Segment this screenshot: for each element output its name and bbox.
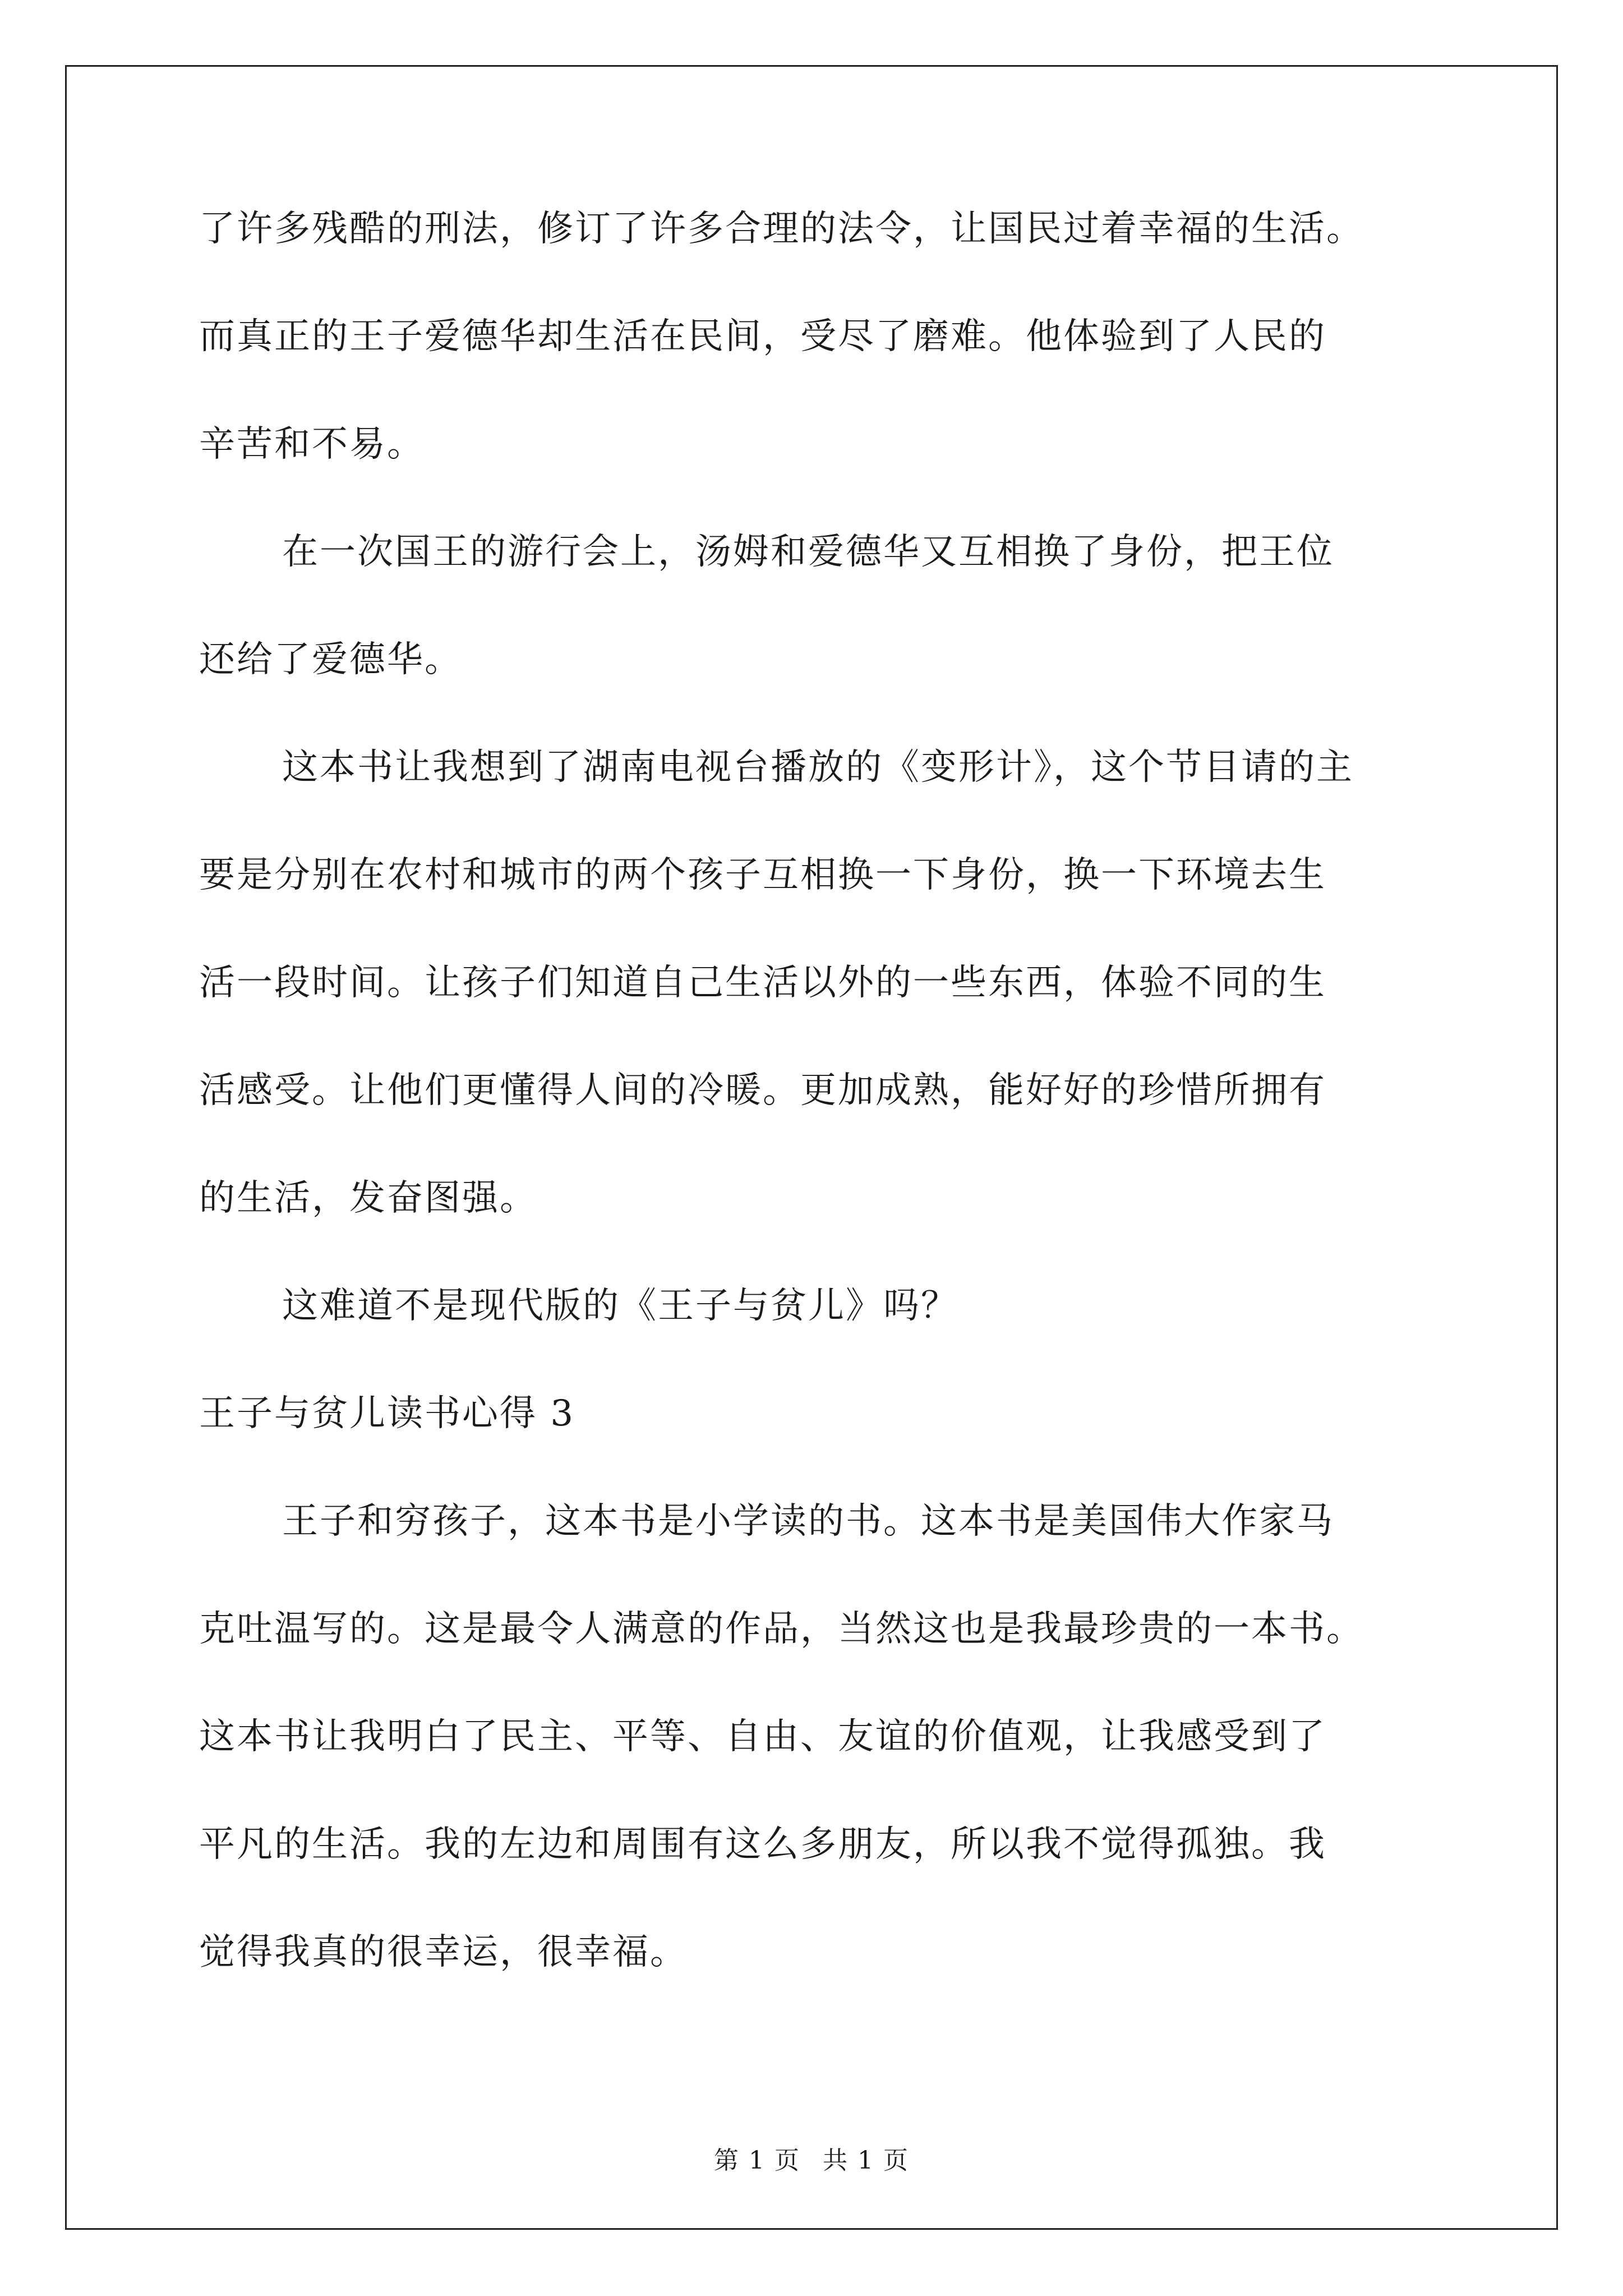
- body-line: 要是分别在农村和城市的两个孩子互相换一下身份，换一下环境去生: [199, 854, 1326, 896]
- page-total: 共 1 页: [823, 2146, 909, 2175]
- body-line: 王子和穷孩子，这本书是小学读的书。这本书是美国伟大作家马: [282, 1501, 1334, 1542]
- body-line: 在一次国王的游行会上，汤姆和爱德华又互相换了身份，把王位: [282, 531, 1334, 573]
- body-line: 这难道不是现代版的《王子与贫儿》吗？: [282, 1285, 958, 1327]
- body-line: 活一段时间。让孩子们知道自己生活以外的一些东西，体验不同的生: [199, 962, 1326, 1004]
- body-line: 辛苦和不易。: [199, 424, 425, 465]
- body-line: 了许多残酷的刑法，修订了许多合理的法令，让国民过着幸福的生活。: [199, 208, 1364, 250]
- body-line: 活感受。让他们更懂得人间的冷暖。更加成熟，能好好的珍惜所拥有: [199, 1070, 1326, 1111]
- page-number: 第 1 页: [714, 2146, 800, 2175]
- body-line: 这本书让我明白了民主、平等、自由、友谊的价值观，让我感受到了: [199, 1716, 1326, 1757]
- body-line: 还给了爱德华。: [199, 639, 462, 680]
- body-line: 的生活，发奋图强。: [199, 1177, 537, 1219]
- section-heading: 王子与贫儿读书心得 3: [199, 1393, 575, 1434]
- body-line: 平凡的生活。我的左边和周围有这么多朋友，所以我不觉得孤独。我: [199, 1824, 1326, 1865]
- body-line: 而真正的王子爱德华却生活在民间，受尽了磨难。他体验到了人民的: [199, 316, 1326, 357]
- body-line: 觉得我真的很幸运，很幸福。: [199, 1931, 688, 1973]
- body-line: 克吐温写的。这是最令人满意的作品，当然这也是我最珍贵的一本书。: [199, 1608, 1364, 1650]
- body-line: 这本书让我想到了湖南电视台播放的《变形计》，这个节目请的主: [282, 747, 1354, 788]
- page-footer: [0, 2148, 1623, 2173]
- page-border: [65, 65, 1558, 2230]
